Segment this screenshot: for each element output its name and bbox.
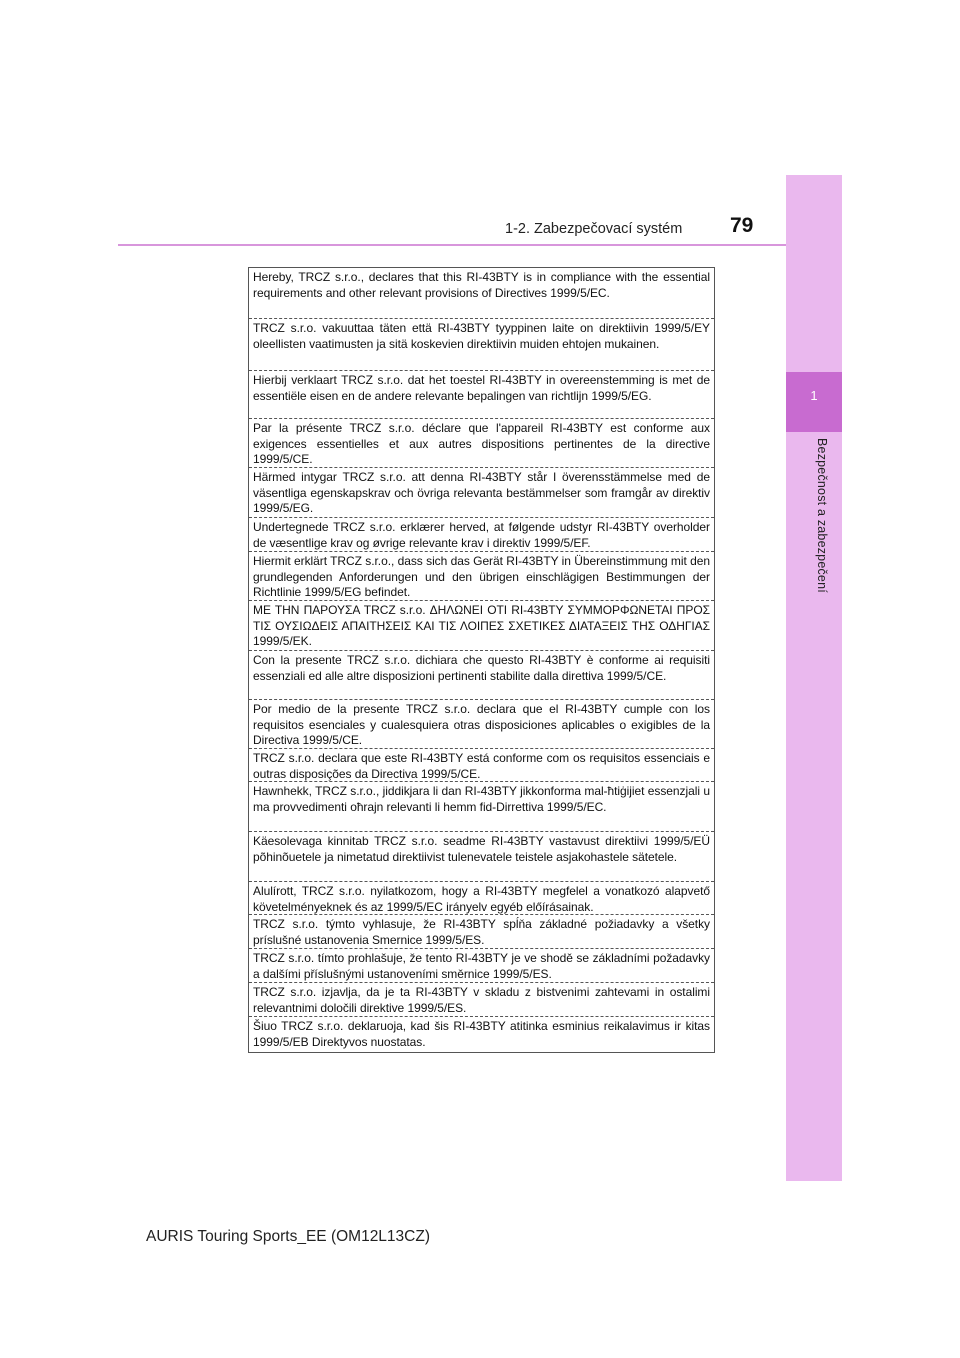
declaration-row: Hierbij verklaart TRCZ s.r.o. dat het toestel RI-43BTY in overeenstemming is met de essentiële eisen en de andere relevante bepalingen van richtlijn 1999/5/EG. <box>249 371 714 419</box>
declaration-row: TRCZ s.r.o. izjavlja, da je ta RI-43BTY v skladu z bistvenimi zahtevami in ostalimi relevantnimi določili direktive 1999/5/ES. <box>249 983 714 1017</box>
declaration-row: ΜΕ ΤΗΝ ΠΑΡΟΥΣΑ TRCZ s.r.o. ΔΗΛΩΝΕΙ ΟΤΙ RI-43BTY ΣΥΜΜΟΡΦΩΝΕΤΑΙ ΠΡΟΣ ΤΙΣ ΟΥΣΙΩΔΕΙΣ ΑΠΑΙΤΗΣΕΙΣ ΚΑΙ ΤΙΣ ΛΟΙΠΕΣ ΣΧΕΤΙΚΕΣ ΔΙΑΤΑΞΕΙΣ ΤΗΣ ΟΔΗΓΙΑΣ 1999/5/ΕΚ. <box>249 601 714 651</box>
declaration-row: TRCZ s.r.o. týmto vyhlasuje, že RI-43BTY spĺňa základné požiadavky a všetky príslušné ustanovenia Smernice 1999/5/ES. <box>249 915 714 949</box>
declaration-row: Par la présente TRCZ s.r.o. déclare que l'appareil RI-43BTY est conforme aux exigences essentielles et aux autres dispositions pertinentes de la directive 1999/5/CE. <box>249 419 714 468</box>
declaration-row: Käesolevaga kinnitab TRCZ s.r.o. seadme RI-43BTY vastavust direktiivi 1999/5/EÜ põhinõuetele ja nimetatud direktiivist tulenevatele teistele asjakohastele sätetele. <box>249 832 714 882</box>
declaration-row: Por medio de la presente TRCZ s.r.o. declara que el RI-43BTY cumple con los requisitos esenciales y cualesquiera otras disposiciones aplicables o exigibles de la Directiva 1999/5/CE. <box>249 700 714 749</box>
header-rule <box>118 244 786 246</box>
declaration-row: Alulírott, TRCZ s.r.o. nyilatkozom, hogy a RI-43BTY megfelel a vonatkozó alapvető követelményeknek és az 1999/5/EC irányelv egyéb előírásainak. <box>249 882 714 915</box>
manual-footer: AURIS Touring Sports_EE (OM12L13CZ) <box>146 1228 430 1245</box>
declaration-row: Hereby, TRCZ s.r.o., declares that this RI-43BTY is in compliance with the essential requirements and other relevant provisions of Directives 1999/5/EC. <box>249 268 714 319</box>
declaration-row: Hawnhekk, TRCZ s.r.o., jiddikjara li dan RI-43BTY jikkonforma mal-ħtiġijiet essenzjali u ma provvedimenti oħrajn relevanti li hemm fid-Dirrettiva 1999/5/EC. <box>249 782 714 832</box>
chapter-number: 1 <box>810 388 818 403</box>
declaration-row: Härmed intygar TRCZ s.r.o. att denna RI-43BTY står I överensstämmelse med de väsentliga egenskapskrav och övriga relevanta bestämmelser som framgår av direktiv 1999/5/EG. <box>249 468 714 518</box>
declaration-row: Con la presente TRCZ s.r.o. dichiara che questo RI-43BTY è conforme ai requisiti essenziali ed alle altre disposizioni pertinenti stabilite dalla direttiva 1999/5/CE. <box>249 651 714 700</box>
section-title: 1-2. Zabezpečovací systém <box>505 221 683 237</box>
declaration-row: Undertegnede TRCZ s.r.o. erklærer herved, at følgende udstyr RI-43BTY overholder de væsentlige krav og øvrige relevante krav i direktiv 1999/5/EF. <box>249 518 714 552</box>
declaration-row: TRCZ s.r.o. declara que este RI-43BTY está conforme com os requisitos essenciais e outras disposições da Directiva 1999/5/CE. <box>249 749 714 782</box>
declaration-row: Šiuo TRCZ s.r.o. deklaruoja, kad šis RI-43BTY atitinka esminius reikalavimus ir kitas 1999/5/EB Direktyvos nuostatas. <box>253 1019 710 1049</box>
declaration-row: TRCZ s.r.o. vakuuttaa täten että RI-43BTY tyyppinen laite on direktiivin 1999/5/EY oleellisten vaatimusten ja sitä koskevien direktiivin muiden ehtojen mukainen. <box>249 319 714 371</box>
declarations-table <box>248 267 715 1053</box>
page-number: 79 <box>730 214 754 237</box>
chapter-title: Bezpečnost a zabezpečení <box>815 438 829 593</box>
declaration-row: Hiermit erklärt TRCZ s.r.o., dass sich das Gerät RI-43BTY in Übereinstimmung mit den grundlegenden Anforderungen und den übrigen einschlägigen Bestimmungen der Richtlinie 1999/5/EG befindet. <box>249 552 714 601</box>
declaration-row: TRCZ s.r.o. tímto prohlašuje, že tento RI-43BTY je ve shodě se základními požadavky a dalšími příslušnými ustanoveními směrnice 1999/5/ES. <box>249 949 714 983</box>
